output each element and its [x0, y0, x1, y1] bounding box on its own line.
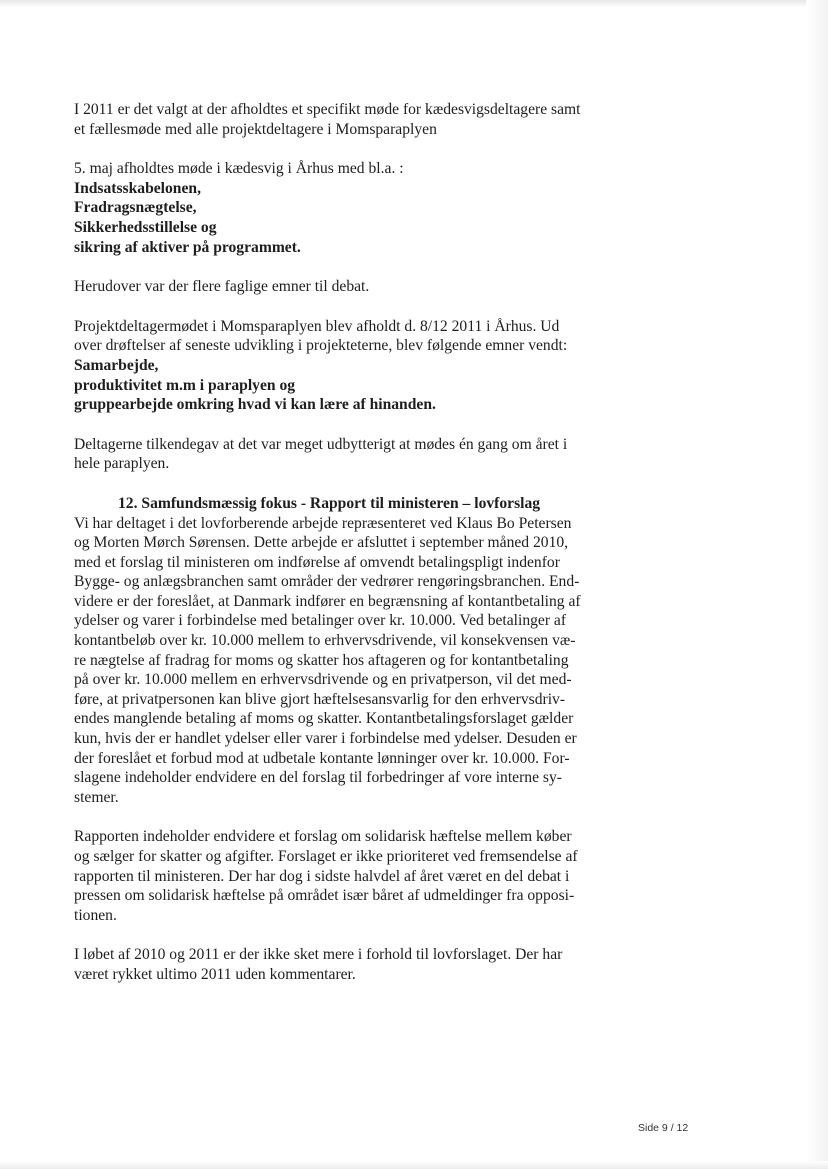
paragraph	[74, 159, 622, 257]
paragraph	[74, 494, 622, 808]
text-line: og Morten Mørch Sørensen. Dette arbejde er afsluttet i september måned 2010,	[74, 534, 569, 552]
text-line: været rykket ultimo 2011 uden kommentarer.	[74, 965, 356, 983]
text-line: stemer.	[74, 788, 119, 806]
text-line: Bygge- og anlægsbranchen samt områder der vedrører rengøringsbranchen. End-	[74, 573, 580, 591]
text-line: re nægtelse af fradrag for moms og skatter hos aftageren og for kontantbetaling	[74, 651, 569, 669]
section-heading: 12. Samfundsmæssig fokus - Rapport til ministeren – lovforslag	[118, 494, 541, 512]
scan-edge-right	[806, 0, 828, 1169]
paragraph	[74, 100, 622, 139]
bold-text-line: Fradragsnægtelse,	[74, 199, 197, 217]
text-line: kun, hvis der er handlet ydelser eller varer i forbindelse med ydelser. Desuden er	[74, 730, 577, 748]
text-line: kontantbeløb over kr. 10.000 mellem to erhvervsdrivende, vil konsekvensen væ-	[74, 632, 576, 650]
text-line: I løbet af 2010 og 2011 er der ikke sket mere i forhold til lovforslaget. Der har	[74, 946, 563, 964]
bold-text-line: produktivitet m.m i paraplyen og	[74, 376, 296, 394]
bold-text-line: Samarbejde,	[74, 356, 159, 374]
text-line: hele paraplyen.	[74, 455, 170, 473]
text-line: Vi har deltaget i det lovforberende arbejde repræsenteret ved Klaus Bo Petersen	[74, 514, 572, 532]
text-line: der foreslået et forbud mod at udbetale kontante lønninger over kr. 10.000. For-	[74, 749, 570, 767]
text-line: endes manglende betaling af moms og skatter. Kontantbetalingsforslaget gælder	[74, 710, 574, 728]
text-line: rapporten til ministeren. Der har dog i sidste halvdel af året været en del debat i	[74, 867, 570, 885]
text-line: I 2011 er det valgt at der afholdtes et specifikt møde for kædesvigsdeltagere samt	[74, 101, 581, 118]
scan-edge-bottom	[0, 1161, 828, 1169]
paragraph	[74, 277, 622, 297]
text-line: på over kr. 10.000 mellem en erhvervsdrivende og en privatperson, vil det med-	[74, 671, 572, 689]
text-line: et fællesmøde med alle projektdeltagere i Momsparaplyen	[74, 120, 437, 138]
text-line: pressen om solidarisk hæftelse på området især båret af udmeldinger fra opposi-	[74, 887, 575, 905]
bold-text-line: sikring af aktiver på programmet.	[74, 238, 301, 256]
text-line: Herudover var der flere faglige emner til debat.	[74, 278, 370, 296]
bold-text-line: Indsatsskabelonen,	[74, 179, 201, 197]
paragraph	[74, 317, 622, 415]
paragraph	[74, 945, 622, 984]
text-line: føre, at privatpersonen kan blive gjort hæftelsesansvarlig for den erhvervsdriv-	[74, 690, 566, 708]
text-line: slagene indeholder endvidere en del forslag til forbedringer af vore interne sy-	[74, 769, 562, 787]
text-line: tionen.	[74, 906, 117, 924]
text-line: ydelser og varer i forbindelse med betalinger over kr. 10.000. Ved betalinger af	[74, 612, 567, 630]
bold-text-line: gruppearbejde omkring hvad vi kan lære af hinanden.	[74, 396, 436, 414]
scan-edge-top	[0, 0, 828, 7]
text-line: med et forslag til ministeren om indførelse af omvendt betalingspligt indenfor	[74, 553, 560, 571]
document-body	[74, 100, 622, 1005]
text-line: og sælger for skatter og afgifter. Forslaget er ikke prioriteret ved fremsendelse af	[74, 848, 578, 865]
text-line: over drøftelser af seneste udvikling i projekteterne, blev følgende emner vendt:	[74, 337, 568, 355]
text-line: Deltagerne tilkendegav at det var meget udbytterigt at mødes én gang om året i	[74, 435, 568, 453]
paragraph	[74, 435, 622, 474]
paragraph	[74, 827, 622, 925]
text-line: videre er der foreslået, at Danmark indfører en begrænsning af kontantbetaling af	[74, 592, 581, 610]
text-line: Projektdeltagermødet i Momsparaplyen blev afholdt d. 8/12 2011 i Århus. Ud	[74, 317, 560, 335]
page-number: Side 9 / 12	[638, 1122, 689, 1134]
text-line: 5. maj afholdtes møde i kædesvig i Århus med bl.a. :	[74, 160, 404, 178]
bold-text-line: Sikkerhedsstillelse og	[74, 218, 217, 236]
text-line: Rapporten indeholder endvidere et forslag om solidarisk hæftelse mellem køber	[74, 828, 572, 846]
